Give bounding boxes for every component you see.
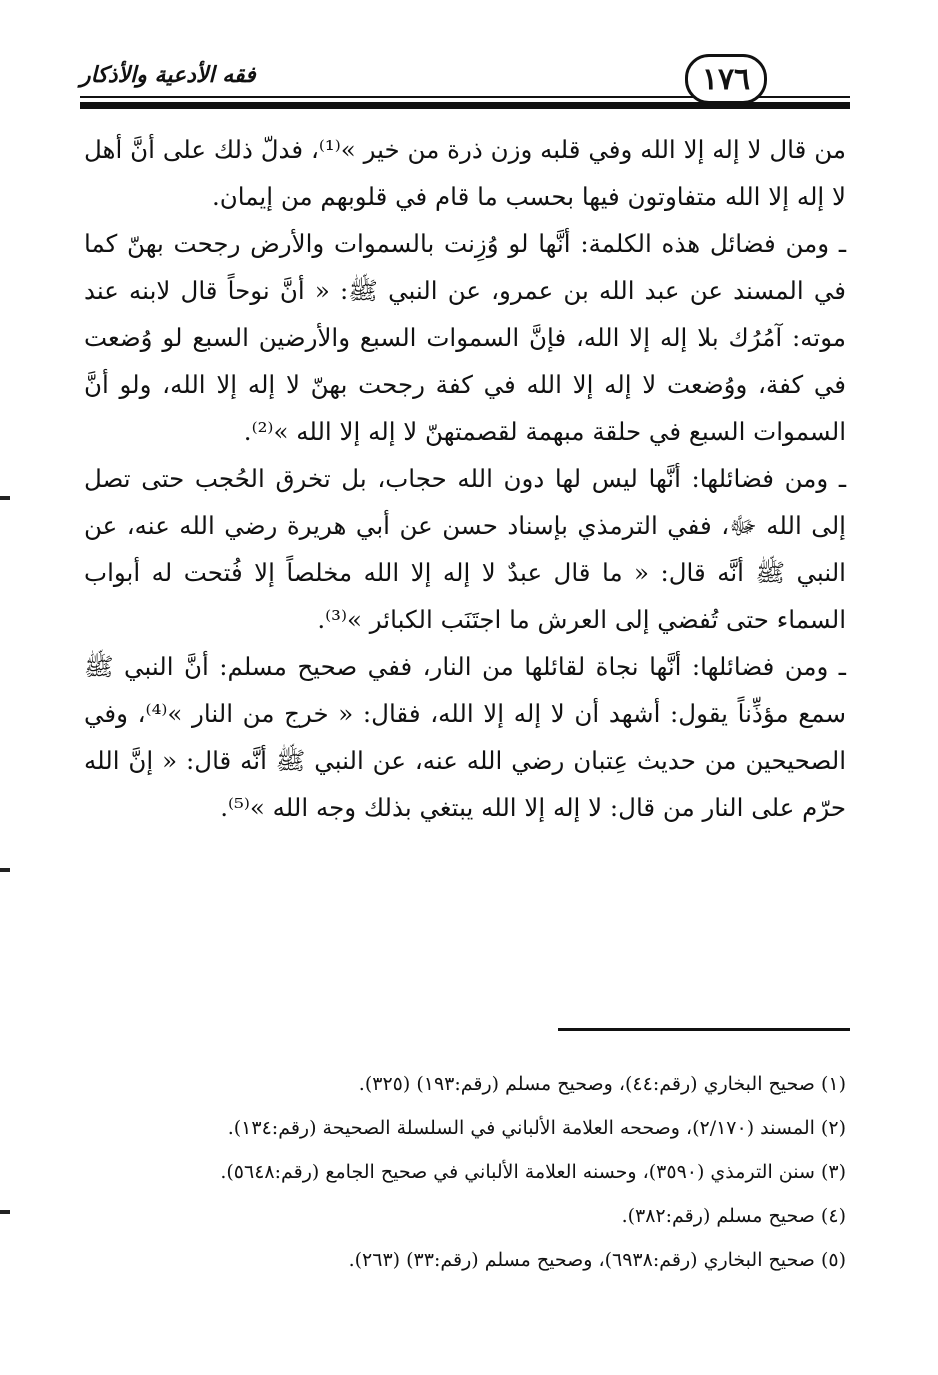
main-text bbox=[84, 126, 846, 831]
paragraph-4: ـ ومن فضائلها: أنَّها نجاة لقائلها من النار، ففي صحيح مسلم: أنَّ النبي ﷺ سمع مؤذِّناً يقول: أشهد أن لا إله إلا الله، فقال: « خرج من النار »⁽⁴⁾، وفي الصحيحين من حديث عِتبان رضي الله عنه، عن النبي ﷺ أنَّه قال: « إنَّ الله حرّم على النار من قال: لا إله إلا الله يبتغي بذلك وجه الله »⁽⁵⁾. bbox=[84, 652, 846, 822]
footnote-separator bbox=[558, 1028, 850, 1031]
page-number: ١٧٦ bbox=[685, 54, 767, 104]
margin-tick-mark bbox=[0, 1210, 10, 1214]
paragraph-3: ـ ومن فضائلها: أنَّها ليس لها دون الله حجاب، بل تخرق الحُجب حتى تصل إلى الله ﷻ، ففي الترمذي بإسناد حسن عن أبي هريرة رضي الله عنه، عن النبي ﷺ أنَّه قال: « ما قال عبدٌ لا إله إلا الله مخلصاً إلا فُتحت له أبواب السماء حتى تُفضي إلى العرش ما اجتَنَب الكبائر »⁽³⁾. bbox=[84, 464, 846, 634]
margin-tick-mark bbox=[0, 868, 10, 872]
footnotes bbox=[84, 1062, 846, 1282]
running-book-title: فقه الأدعية والأذكار bbox=[80, 62, 256, 88]
footnote-2: (٢) المسند (٢/١٧٠)، وصححه العلامة الألباني في السلسلة الصحيحة (رقم:١٣٤). bbox=[227, 1117, 846, 1139]
footnote-5: (٥) صحيح البخاري (رقم:٦٩٣٨)، وصحيح مسلم (رقم:٣٣) (٢٦٣). bbox=[348, 1249, 846, 1271]
footnote-3: (٣) سنن الترمذي (٣٥٩٠)، وحسنه العلامة الألباني في صحيح الجامع (رقم:٥٦٤٨). bbox=[220, 1161, 846, 1183]
paragraph-1: من قال لا إله إلا الله وفي قلبه وزن ذرة من خير »⁽¹⁾، فدلّ ذلك على أنَّ أهل لا إله إلا الله متفاوتون فيها بحسب ما قام في قلوبهم من إيمان. bbox=[84, 135, 846, 211]
paragraph-2: ـ ومن فضائل هذه الكلمة: أنَّها لو وُزِنت بالسموات والأرض رجحت بهنّ كما في المسند عن عبد الله بن عمرو، عن النبي ﷺ: « أنَّ نوحاً قال لابنه عند موته: آمُرُك بلا إله إلا الله، فإنَّ السموات السبع والأرضين السبع لو وُضعت في كفة، ووُضعت لا إله إلا الله في كفة رجحت بهنّ لا إله إلا الله، ولو أنَّ السموات السبع في حلقة مبهمة لقصمتهنّ لا إله إلا الله »⁽²⁾. bbox=[84, 229, 846, 446]
footnote-4: (٤) صحيح مسلم (رقم:٣٨٢). bbox=[621, 1205, 846, 1227]
page-header bbox=[80, 46, 850, 116]
footnote-1: (١) صحيح البخاري (رقم:٤٤)، وصحيح مسلم (رقم:١٩٣) (٣٢٥). bbox=[358, 1073, 846, 1095]
margin-tick-mark bbox=[0, 496, 10, 500]
